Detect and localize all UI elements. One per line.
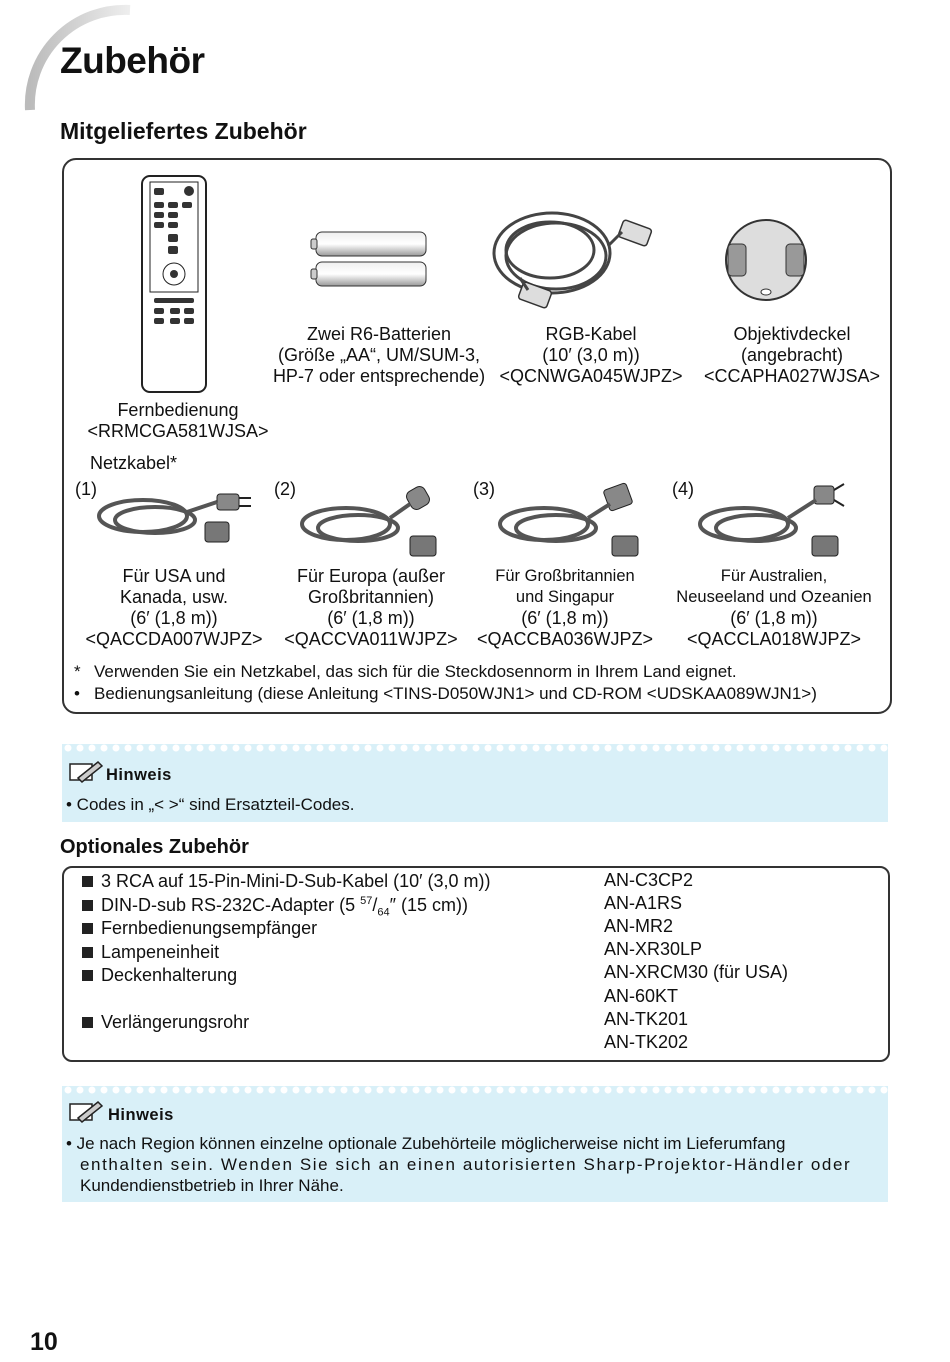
- dotted-border: [62, 744, 888, 756]
- remote-control-icon: [140, 174, 208, 394]
- power-cord-australia-icon: [694, 480, 854, 560]
- rgb-cable-icon: [490, 198, 660, 318]
- hint-text: • Je nach Region können einzelne optionale Zubehörteile möglicherweise nicht im Lieferumfang: [66, 1134, 786, 1153]
- footnote: * Verwenden Sie ein Netzkabel, das sich für die Steckdosennorm in Ihrem Land eignet.: [74, 662, 737, 681]
- power-cord-europe-icon: [296, 480, 456, 560]
- page-number: 10: [30, 1328, 58, 1356]
- optional-code: AN-MR2: [604, 916, 674, 936]
- cord-caption: Für Großbritannien und Singapur (6′ (1,8 m)) <QACCBA036WJPZ>: [476, 567, 654, 649]
- cord-number: (3): [473, 479, 495, 499]
- lens-cap-caption: Objektivdeckel (angebracht) <CCAPHA027WJSA>: [703, 324, 881, 386]
- supplied-heading: Mitgeliefertes Zubehör: [60, 118, 307, 144]
- optional-item: Lampeneinheit: [82, 942, 219, 963]
- optional-item: Deckenhalterung: [82, 965, 237, 986]
- remote-caption: Fernbedienung <RRMCGA581WJSA>: [87, 400, 269, 441]
- optional-item: DIN-D-sub RS-232C-Adapter (5 $^{57}/_{64}''$ (15 cm)): [82, 895, 468, 919]
- power-cord-usa-icon: [95, 486, 260, 548]
- hint-box: Hinweis • Je nach Region können einzelne optionale Zubehörteile möglicherweise nicht im Lieferumfang enthalten sein. Wenden Sie sich an einen autorisierten Sharp-Projektor-Händler oder Kundendienstbetrieb in Ihrer Nähe.: [62, 1086, 888, 1202]
- power-cord-label: Netzkabel*: [90, 453, 178, 473]
- optional-code: AN-A1RS: [604, 893, 683, 913]
- cord-caption: Für Australien, Neuseeland und Ozeanien (6′ (1,8 m)) <QACCLA018WJPZ>: [676, 567, 872, 649]
- cord-caption: Für Europa (außer Großbritannien) (6′ (1,8 m)) <QACCVA011WJPZ>: [284, 566, 458, 649]
- hint-text: Kundendienstbetrieb in Ihrer Nähe.: [80, 1176, 344, 1195]
- optional-code: AN-XRCM30 (für USA): [604, 962, 789, 982]
- cord-number: (4): [672, 479, 694, 499]
- optional-item: 3 RCA auf 15-Pin-Mini-D-Sub-Kabel (10′ (3,0 m)): [82, 871, 491, 892]
- optional-item: Fernbedienungsempfänger: [82, 918, 317, 939]
- dotted-border: [62, 1086, 888, 1098]
- rgb-cable-caption: RGB-Kabel (10′ (3,0 m)) <QCNWGA045WJPZ>: [499, 324, 683, 386]
- pencil-note-icon: [68, 1098, 104, 1126]
- batteries-icon: [310, 230, 430, 290]
- manual-note: • Bedienungsanleitung (diese Anleitung <TINS-D050WJN1> und CD-ROM <UDSKAA089WJN1>): [74, 684, 817, 703]
- pencil-note-icon: [68, 758, 104, 786]
- hint-box: Hinweis • Codes in „< >“ sind Ersatzteil-Codes.: [62, 744, 888, 822]
- optional-code: AN-TK201: [604, 1009, 689, 1029]
- hint-text: • Codes in „< >“ sind Ersatzteil-Codes.: [66, 795, 355, 814]
- cord-number: (1): [75, 479, 97, 499]
- optional-code: AN-XR30LP: [604, 939, 703, 959]
- optional-code: AN-60KT: [604, 986, 679, 1006]
- cord-caption: Für USA und Kanada, usw. (6′ (1,8 m)) <QACCDA007WJPZ>: [85, 566, 263, 649]
- optional-code: AN-C3CP2: [604, 870, 694, 890]
- hint-text: enthalten sein. Wenden Sie sich an einen autorisierten Sharp-Projektor-Händler oder: [80, 1155, 852, 1174]
- optional-code: AN-TK202: [604, 1032, 689, 1052]
- optional-heading: Optionales Zubehör: [60, 836, 249, 858]
- cord-number: (2): [274, 479, 296, 499]
- optional-item: Verlängerungsrohr: [82, 1012, 249, 1033]
- power-cord-uk-icon: [494, 480, 654, 560]
- lens-cap-icon: [722, 214, 812, 304]
- page-title: Zubehör: [60, 40, 205, 81]
- batteries-caption: Zwei R6-Batterien (Größe „AA“, UM/SUM-3, HP-7 oder entsprechende): [272, 324, 486, 386]
